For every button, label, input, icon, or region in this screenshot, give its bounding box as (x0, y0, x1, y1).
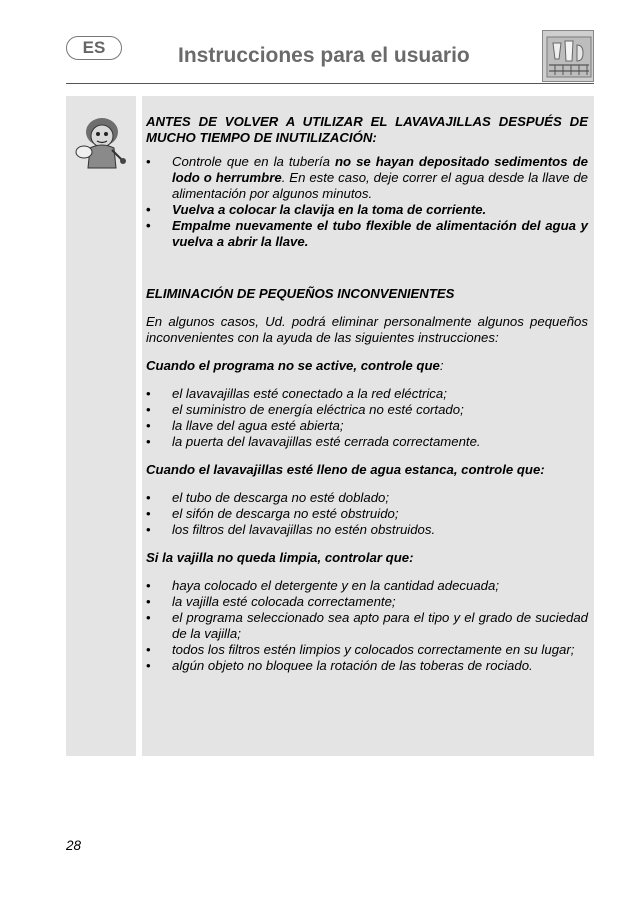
list-item: • el tubo de descarga no esté doblado; (146, 490, 390, 505)
list-item: • Controle que en la tubería no se hayan depositado sedimentos de lodo o herrumbre. En este caso, deje correr el agua desde la llave de alimentación por algunos minutos. (146, 154, 589, 201)
page-number: 28 (66, 838, 82, 853)
bullet-icon: • (146, 418, 151, 433)
list-item: • Vuelva a colocar la clavija en la toma de corriente. (146, 202, 487, 217)
list-item: • la puerta del lavavajillas esté cerrada correctamente. (146, 434, 481, 449)
bullet-icon: • (146, 154, 151, 169)
troubleshooting-intro: En algunos casos, Ud. podrá eliminar personalmente algunos pequeños inconvenientes con la ayuda de las siguientes instrucciones: (146, 314, 588, 345)
bullet-icon: • (146, 218, 151, 233)
bullet-icon: • (146, 506, 151, 521)
bullet-icon: • (146, 522, 151, 537)
group-title-program: Cuando el programa no se active, controle que: (146, 358, 444, 373)
list-item: • el sifón de descarga no esté obstruido; (146, 506, 399, 521)
group-title-water: Cuando el lavavajillas esté lleno de agua estanca, controle que: (146, 462, 545, 477)
panel-column-divider (136, 96, 142, 756)
bullet-icon: • (146, 594, 151, 609)
bullet-icon: • (146, 490, 151, 505)
list-item: • algún objeto no bloquee la rotación de las toberas de rociado. (146, 658, 533, 673)
page-title: Instrucciones para el usuario (178, 44, 470, 67)
water-checks-list (146, 490, 588, 538)
list-item: • la llave del agua esté abierta; (146, 418, 344, 433)
list-item: • Empalme nuevamente el tubo flexible de alimentación del agua y vuelva a abrir la llave. (146, 218, 588, 249)
bullet-icon: • (146, 402, 151, 417)
instructions-content (146, 114, 588, 674)
mascot-icon (72, 112, 130, 174)
list-item: • el programa seleccionado sea apto para el tipo y el grado de suciedad de la vajilla; (146, 610, 588, 641)
list-item: • el lavavajillas esté conectado a la red eléctrica; (146, 386, 447, 401)
list-item: • el suministro de energía eléctrica no esté cortado; (146, 402, 464, 417)
list-item: • haya colocado el detergente y en la cantidad adecuada; (146, 578, 500, 593)
bullet-icon: • (146, 434, 151, 449)
header-divider (66, 83, 594, 84)
bullet-icon: • (146, 578, 151, 593)
group-title-dishes: Si la vajilla no queda limpia, controlar que: (146, 550, 414, 565)
section-heading-reuse: ANTES DE VOLVER A UTILIZAR EL LAVAVAJILLAS DESPUÉS DE MUCHO TIEMPO DE INUTILIZACIÓN: (146, 114, 588, 145)
bullet-icon: • (146, 610, 151, 625)
list-item: • los filtros del lavavajillas no estén obstruidos. (146, 522, 436, 537)
list-item: • todos los filtros estén limpios y colocados correctamente en su lugar; (146, 642, 575, 657)
bullet-icon: • (146, 642, 151, 657)
language-badge: ES (66, 36, 122, 60)
dishes-checks-list (146, 578, 588, 674)
list-item: • la vajilla esté colocada correctamente; (146, 594, 396, 609)
program-checks-list (146, 386, 588, 450)
bullet-icon: • (146, 202, 151, 217)
dishwasher-rack-image (542, 30, 594, 82)
reuse-steps-list (146, 154, 588, 250)
section-heading-troubleshooting: ELIMINACIÓN DE PEQUEÑOS INCONVENIENTES (146, 286, 455, 301)
bullet-icon: • (146, 386, 151, 401)
bullet-icon: • (146, 658, 151, 673)
